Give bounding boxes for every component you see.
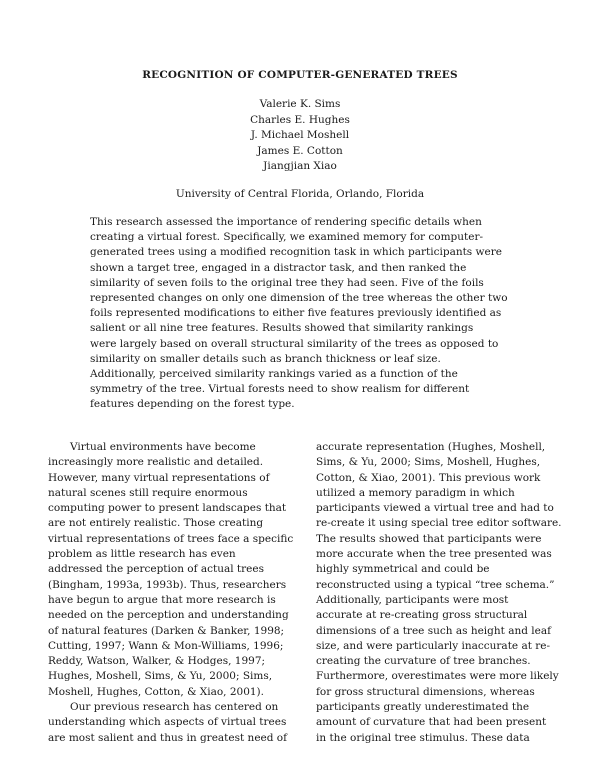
body-line: accurate at re-creating gross structural	[316, 609, 528, 622]
body-line: needed on the perception and understanding	[48, 609, 289, 622]
body-column-left	[48, 440, 294, 746]
body-line: are most salient and thus in greatest need of	[48, 731, 288, 744]
body-line: increasingly more realistic and detailed.	[48, 456, 264, 469]
body-line: of natural features (Darken & Banker, 1998;	[48, 624, 285, 637]
body-line: amount of curvature that had been present	[316, 716, 547, 729]
abstract-line: shown a target tree, engaged in a distractor task, and then ranked the	[90, 261, 467, 274]
body-line: natural scenes still require enormous	[48, 486, 248, 499]
body-line: more accurate when the tree presented was	[316, 548, 552, 561]
body-line: However, many virtual representations of	[48, 471, 270, 484]
body-line: The results showed that participants were	[316, 532, 542, 545]
abstract-line: were largely based on overall structural similarity of the trees as opposed to	[90, 337, 499, 350]
body-line: (Bingham, 1993a, 1993b). Thus, researchers	[48, 578, 287, 591]
body-line: Virtual environments have become	[70, 441, 256, 453]
body-line: in the original tree stimulus. These data	[316, 731, 530, 744]
body-line: virtual representations of trees face a specific	[48, 532, 294, 545]
body-paragraph	[316, 440, 562, 746]
body-line: reconstructed using a typical “tree schema.”	[316, 578, 555, 591]
body-line: highly symmetrical and could be	[316, 563, 490, 576]
body-column-right	[316, 440, 562, 746]
abstract-line: salient or all nine tree features. Results showed that similarity rankings	[90, 322, 474, 335]
body-line: Cotton, & Xiao, 2001). This previous work	[316, 471, 541, 484]
abstract-line: similarity of seven foils to the original tree they had seen. Five of the foils	[90, 276, 484, 289]
body-line: re-create it using special tree editor software.	[316, 517, 562, 530]
abstract-line: generated trees using a modified recognition task in which participants were	[90, 246, 502, 259]
body-line: Furthermore, overestimates were more likely	[316, 670, 559, 683]
body-paragraph	[48, 440, 294, 700]
body-line: utilized a memory paradigm in which	[316, 486, 515, 499]
body-line: problem as little research has even	[48, 548, 236, 561]
author-name: Jiangjian Xiao	[263, 160, 337, 173]
abstract-line: represented changes on only one dimension of the tree whereas the other two	[90, 292, 508, 305]
body-line: size, and were particularly inaccurate at re-	[316, 639, 551, 652]
abstract-line: Additionally, perceived similarity rankings varied as a function of the	[90, 368, 458, 381]
body-line: dimensions of a tree such as height and leaf	[316, 624, 552, 637]
author-name: Charles E. Hughes	[250, 113, 350, 126]
body-line: Hughes, Moshell, Sims, & Yu, 2000; Sims,	[48, 670, 273, 683]
body-line: understanding which aspects of virtual trees	[48, 716, 287, 729]
abstract	[90, 215, 511, 413]
body-line: addressed the perception of actual trees	[48, 563, 264, 576]
body-line: Our previous research has centered on	[70, 701, 279, 714]
body-line: Additionally, participants were most	[316, 593, 509, 606]
body-line: participants greatly underestimated the	[316, 701, 530, 714]
body-line: accurate representation (Hughes, Moshell,	[316, 441, 546, 453]
author-list	[0, 97, 600, 175]
body-paragraph	[48, 700, 286, 746]
body-line: computing power to present landscapes that	[48, 502, 287, 515]
paper-title: RECOGNITION OF COMPUTER-GENERATED TREES	[142, 69, 458, 81]
author-name: James E. Cotton	[257, 144, 343, 157]
body-line: are not entirely realistic. Those creating	[48, 517, 264, 530]
author-name: J. Michael Moshell	[250, 129, 350, 142]
abstract-line: This research assessed the importance of rendering specific details when	[90, 216, 482, 228]
abstract-line: similarity on smaller details such as branch thickness or leaf size.	[90, 352, 441, 365]
body-line: creating the curvature of tree branches.	[316, 655, 531, 668]
abstract-line: symmetry of the tree. Virtual forests need to show realism for different	[90, 383, 470, 396]
body-line: Sims, & Yu, 2000; Sims, Moshell, Hughes,	[316, 456, 541, 469]
affiliation: University of Central Florida, Orlando, Florida	[175, 188, 425, 200]
abstract-line: creating a virtual forest. Specifically, we examined memory for computer-	[90, 231, 484, 244]
body-line: participants viewed a virtual tree and had to	[316, 502, 554, 515]
body-line: Moshell, Hughes, Cotton, & Xiao, 2001).	[48, 685, 264, 698]
body-line: for gross structural dimensions, whereas	[316, 685, 535, 698]
body-line: Cutting, 1997; Wann & Mon-Williams, 1996;	[48, 639, 284, 652]
body-line: have begun to argue that more research is	[48, 593, 276, 606]
body-line: Reddy, Watson, Walker, & Hodges, 1997;	[48, 655, 266, 668]
abstract-line: foils represented modifications to either five features previously identified as	[90, 307, 502, 320]
abstract-line: features depending on the forest type.	[90, 398, 295, 411]
author-name: Valerie K. Sims	[259, 98, 341, 110]
